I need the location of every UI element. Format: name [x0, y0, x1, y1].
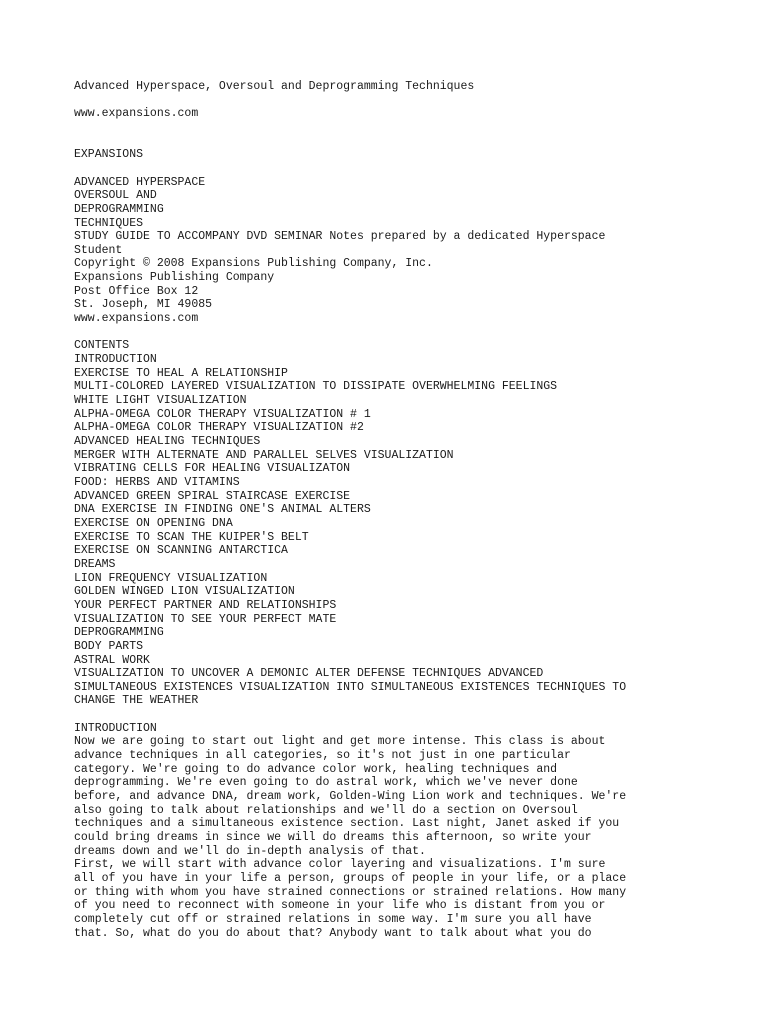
spacer	[74, 94, 714, 108]
toc-item: CHANGE THE WEATHER	[74, 694, 199, 708]
toc-item: DEPROGRAMMING	[74, 626, 164, 640]
spacer	[74, 162, 714, 176]
title-line: ADVANCED HYPERSPACE	[74, 175, 206, 189]
toc-item: DREAMS	[74, 557, 116, 571]
toc-item: ADVANCED GREEN SPIRAL STAIRCASE EXERCISE	[74, 489, 351, 503]
spacer	[74, 708, 714, 722]
toc-item: BODY PARTS	[74, 639, 144, 653]
po-box: Post Office Box 12	[74, 284, 199, 298]
title-block	[74, 176, 714, 326]
toc-item: ALPHA-OMEGA COLOR THERAPY VISUALIZATION # 1	[74, 407, 371, 421]
title-line: DEPROGRAMMING	[74, 202, 164, 216]
toc-item: DNA EXERCISE IN FINDING ONE'S ANIMAL ALTERS	[74, 503, 371, 517]
paragraph-line: that. So, what do you do about that? Anybody want to talk about what you do	[74, 926, 592, 940]
spacer	[74, 326, 714, 340]
toc-item: EXERCISE ON SCANNING ANTARCTICA	[74, 544, 288, 558]
company-name: Expansions Publishing Company	[74, 271, 275, 285]
toc-item: EXERCISE TO SCAN THE KUIPER'S BELT	[74, 530, 309, 544]
toc-item: EXERCISE TO HEAL A RELATIONSHIP	[74, 366, 288, 380]
toc-item: VISUALIZATION TO UNCOVER A DEMONIC ALTER DEFENSE TECHNIQUES ADVANCED	[74, 667, 544, 681]
title-line: OVERSOUL AND	[74, 189, 157, 203]
table-of-contents	[74, 339, 714, 708]
paragraph-line: or thing with whom you have strained connections or strained relations. How many	[74, 885, 627, 899]
contents-heading: CONTENTS	[74, 339, 130, 353]
toc-item: ASTRAL WORK	[74, 653, 150, 667]
toc-item: INTRODUCTION	[74, 353, 157, 367]
paragraph-line: category. We're going to do advance color work, healing techniques and	[74, 762, 558, 776]
toc-item: EXERCISE ON OPENING DNA	[74, 516, 233, 530]
copyright: Copyright © 2008 Expansions Publishing Company, Inc.	[74, 257, 433, 271]
toc-item: WHITE LIGHT VISUALIZATION	[74, 394, 247, 408]
spacer	[74, 121, 714, 148]
paragraph-line: deprogramming. We're even going to do astral work, which we've never done	[74, 776, 578, 790]
header-url: www.expansions.com	[74, 107, 199, 121]
paragraph-line: of you need to reconnect with someone in your life who is distant from you or	[74, 899, 606, 913]
toc-item: LION FREQUENCY VISUALIZATION	[74, 571, 268, 585]
subtitle-line: Student	[74, 243, 123, 257]
toc-item: SIMULTANEOUS EXISTENCES VISUALIZATION INTO SIMULTANEOUS EXISTENCES TECHNIQUES TO	[74, 680, 627, 694]
subtitle-line: STUDY GUIDE TO ACCOMPANY DVD SEMINAR Notes prepared by a dedicated Hyperspace	[74, 230, 606, 244]
toc-item: ALPHA-OMEGA COLOR THERAPY VISUALIZATION #2	[74, 421, 364, 435]
toc-item: VISUALIZATION TO SEE YOUR PERFECT MATE	[74, 612, 337, 626]
paragraph-line: Now we are going to start out light and get more intense. This class is about	[74, 735, 606, 749]
toc-item: MERGER WITH ALTERNATE AND PARALLEL SELVES VISUALIZATION	[74, 448, 454, 462]
city: St. Joseph, MI 49085	[74, 298, 213, 312]
paragraph-line: all of you have in your life a person, groups of people in your life, or a place	[74, 871, 627, 885]
introduction-heading: INTRODUCTION	[74, 721, 157, 735]
toc-item: YOUR PERFECT PARTNER AND RELATIONSHIPS	[74, 598, 337, 612]
introduction-section	[74, 722, 714, 941]
paragraph-line: dreams down and we'll do in-depth analysis of that.	[74, 844, 426, 858]
paragraph-line: before, and advance DNA, dream work, Golden-Wing Lion work and techniques. We're	[74, 790, 627, 804]
toc-item: MULTI-COLORED LAYERED VISUALIZATION TO DISSIPATE OVERWHELMING FEELINGS	[74, 380, 558, 394]
toc-item: FOOD: HERBS AND VITAMINS	[74, 475, 240, 489]
paragraph-line: advance techniques in all categories, so it's not just in one particular	[74, 749, 571, 763]
toc-item: ADVANCED HEALING TECHNIQUES	[74, 435, 261, 448]
paragraph-line: techniques and a simultaneous existence section. Last night, Janet asked if you	[74, 817, 620, 831]
toc-item: VIBRATING CELLS FOR HEALING VISUALIZATON	[74, 462, 351, 476]
title-line: TECHNIQUES	[74, 216, 144, 230]
paragraph-line: First, we will start with advance color layering and visualizations. I'm sure	[74, 858, 606, 872]
website: www.expansions.com	[74, 312, 199, 326]
toc-item: GOLDEN WINGED LION VISUALIZATION	[74, 585, 295, 599]
paragraph-line: also going to talk about relationships and we'll do a section on Oversoul	[74, 803, 578, 817]
paragraph-line: completely cut off or strained relations in some way. I'm sure you all have	[74, 912, 592, 926]
paragraph-line: could bring dreams in since we will do dreams this afternoon, so write your	[74, 831, 592, 845]
document-page	[74, 80, 714, 940]
document-title: Advanced Hyperspace, Oversoul and Deprogramming Techniques	[74, 80, 475, 93]
publisher-heading: EXPANSIONS	[74, 148, 144, 162]
